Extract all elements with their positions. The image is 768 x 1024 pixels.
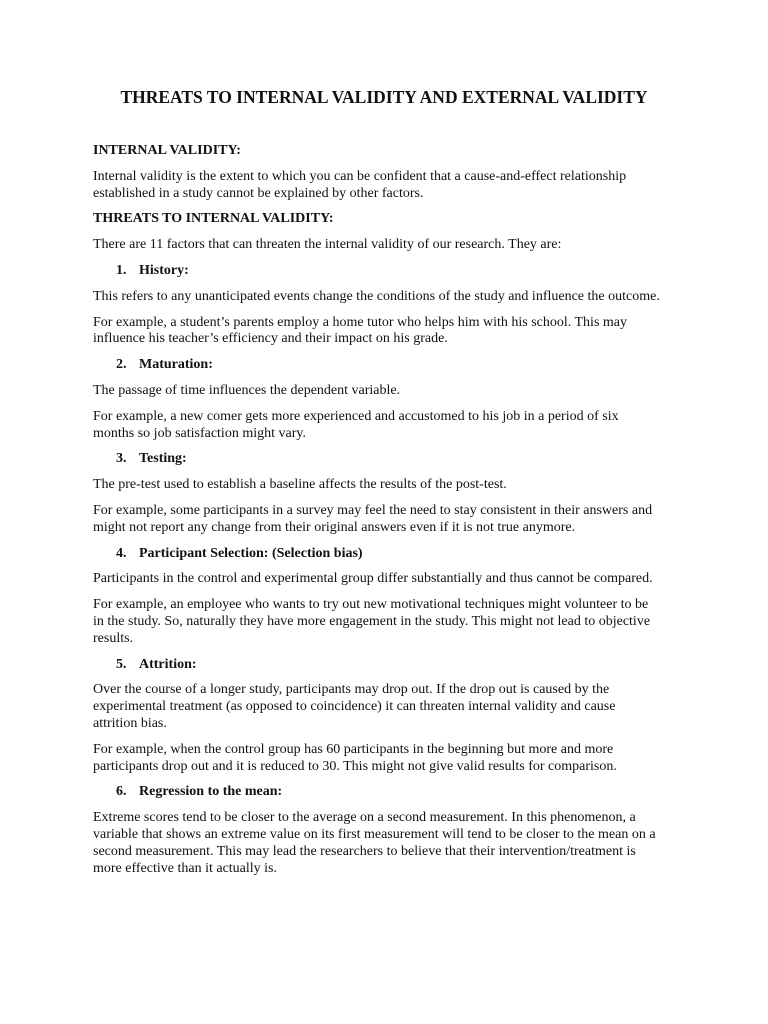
list-item-number: 4.	[116, 545, 127, 561]
internal-validity-text: Internal validity is the extent to which you can be confident that a cause-and-effect relationship established in a study cannot be explained by other factors.	[93, 168, 627, 201]
list-item-number: 6.	[116, 784, 127, 800]
list-item-paragraph: For example, an employee who wants to try out new motivational techniques might volunteer to be in the study. So, naturally they have more engagement in the study. This might not lead to objective results.	[93, 597, 651, 646]
list-item-number: 1.	[116, 262, 127, 278]
list-item-paragraph: For example, a new comer gets more experienced and accustomed to his job in a period of six months so job satisfaction might vary.	[93, 408, 619, 441]
threats-list	[93, 263, 683, 877]
list-item	[93, 451, 683, 536]
list-item-title: History:	[139, 262, 189, 278]
list-item-paragraph: Extreme scores tend to be closer to the average on a second measurement. In this phenomenon, a variable that shows an extreme value on its first measurement will tend to be closer to the mean on a second measurement. This may lead the researchers to believe that their intervention/treatment is more effective than it actually is.	[93, 810, 656, 876]
list-item-paragraph: The pre-test used to establish a baseline affects the results of the post-test.	[93, 477, 507, 493]
list-item-heading	[93, 657, 683, 674]
document-title: THREATS TO INTERNAL VALIDITY AND EXTERNAL VALIDITY	[120, 87, 648, 107]
list-item-title: Participant Selection: (Selection bias)	[139, 545, 363, 561]
list-item	[93, 357, 683, 442]
list-item-paragraph: This refers to any unanticipated events change the conditions of the study and influence the outcome.	[93, 288, 660, 304]
list-item	[93, 657, 683, 776]
list-item-title: Regression to the mean:	[139, 784, 283, 800]
list-item-paragraph: For example, when the control group has 60 participants in the beginning but more and more participants drop out and it is reduced to 30. This might not give valid results for comparison.	[93, 741, 617, 774]
list-item-heading	[93, 357, 683, 374]
internal-validity-heading: INTERNAL VALIDITY:	[93, 143, 241, 158]
list-item-number: 3.	[116, 451, 127, 467]
list-item-heading	[93, 784, 683, 801]
list-item-paragraph: The passage of time influences the dependent variable.	[93, 382, 401, 398]
threats-intro: There are 11 factors that can threaten the internal validity of our research. They are:	[93, 237, 562, 253]
list-item-title: Attrition:	[139, 656, 197, 672]
list-item-paragraph: Over the course of a longer study, participants may drop out. If the drop out is caused by the experimental treatment (as opposed to coincidence) it can threaten internal validity and cause attrition bias.	[93, 682, 616, 731]
list-item-number: 5.	[116, 656, 127, 672]
list-item-number: 2.	[116, 357, 127, 373]
list-item-heading	[93, 263, 683, 280]
threats-heading: THREATS TO INTERNAL VALIDITY:	[93, 211, 334, 227]
document-body	[93, 143, 683, 886]
list-item-paragraph: For example, a student’s parents employ a home tutor who helps him with his school. This may influence his teacher’s efficiency and their impact on his grade.	[93, 314, 628, 347]
list-item	[93, 546, 683, 648]
list-item-title: Testing:	[139, 451, 187, 467]
list-item-heading	[93, 451, 683, 468]
list-item-paragraph: Participants in the control and experimental group differ substantially and thus cannot be compared.	[93, 571, 653, 587]
list-item	[93, 263, 683, 348]
list-item-paragraph: For example, some participants in a survey may feel the need to stay consistent in their answers and might not report any change from their original answers even if it is not true anymore.	[93, 502, 653, 535]
list-item-title: Maturation:	[139, 357, 213, 373]
list-item	[93, 784, 683, 877]
list-item-heading	[93, 546, 683, 563]
